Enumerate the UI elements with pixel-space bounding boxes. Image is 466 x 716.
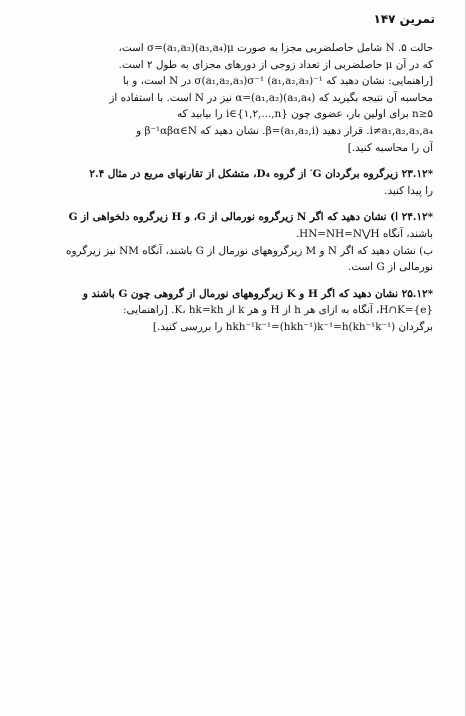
page-body bbox=[30, 40, 433, 336]
exercise-line: *۲۴.۱۲ ا) نشان دهید که اگر N زیرگروه نورمالی از G، و H زیرگروه دلخواهی از G bbox=[68, 211, 433, 224]
exercise-line: *۲۳.۱۲ زیرگروه برگردان G′ از گروه D₄، متشکل از تقارنهای مربع در مثال ۲.۴ bbox=[89, 168, 433, 181]
text-line: که در آن μ حاصلضربی از تعداد زوجی از دورهای مجزای به طول ۲ است. bbox=[118, 58, 433, 71]
text-line: i≠a₁,a₂,a₃,a₄. قرار دهید β=(a₁,a₂,i). نشان دهید که β⁻¹αβα∈N و bbox=[136, 124, 433, 137]
text-line: آن را محاسبه کنید.] bbox=[347, 141, 433, 154]
text-line: باشند، آنگاه HN=NH=N⋁H. bbox=[295, 227, 433, 240]
page-header bbox=[22, 10, 435, 32]
text-line: حالت ۵. N شامل حاصلضربی مجزا به صورت σ=(a₁,a₂)(a₃,a₄)μ است، bbox=[118, 42, 433, 54]
text-line: برگردان hkh⁻¹k⁻¹=(hkh⁻¹)k⁻¹=h(kh⁻¹k⁻¹) را بررسی کنید.] bbox=[152, 320, 433, 333]
exercise-line: *۲۵.۱۲ نشان دهید که اگر H و K زیرگروههای نورمال از گروهی چون G باشند و bbox=[82, 287, 433, 300]
text-line: [راهنمایی: نشان دهید که σ(a₁,a₂,a₃)σ⁻¹ (a₁,a₂,a₃)⁻¹ در N است، و با bbox=[122, 75, 433, 88]
exercise-23 bbox=[30, 166, 433, 199]
running-head: تمرین ۱۴۷ bbox=[373, 12, 435, 26]
text-line: نورمالی از G است. bbox=[347, 261, 433, 274]
text-line: H∩K={e}، آنگاه به ازای هر h از H و هر k از K، hk=kh. [راهنمایی: bbox=[123, 304, 433, 317]
text-line: را پیدا کنید. bbox=[384, 184, 433, 197]
case-5-paragraph bbox=[30, 40, 433, 156]
text-line: محاسبه آن نتیجه بگیرید که α=(a₁,a₂)(a₃,a₄) نیز در N است. با استفاده از bbox=[109, 91, 433, 104]
exercise-25 bbox=[30, 286, 433, 336]
text-line: ب) نشان دهید که اگر N و M زیرگروههای نورمال از G باشند، آنگاه NM نیز زیرگروه bbox=[66, 244, 433, 257]
text-line: n≥۵ برای اولین بار، عضوی چون i∈{۱,۲,...,n} را بیابید که bbox=[176, 108, 433, 121]
exercise-24 bbox=[30, 209, 433, 275]
